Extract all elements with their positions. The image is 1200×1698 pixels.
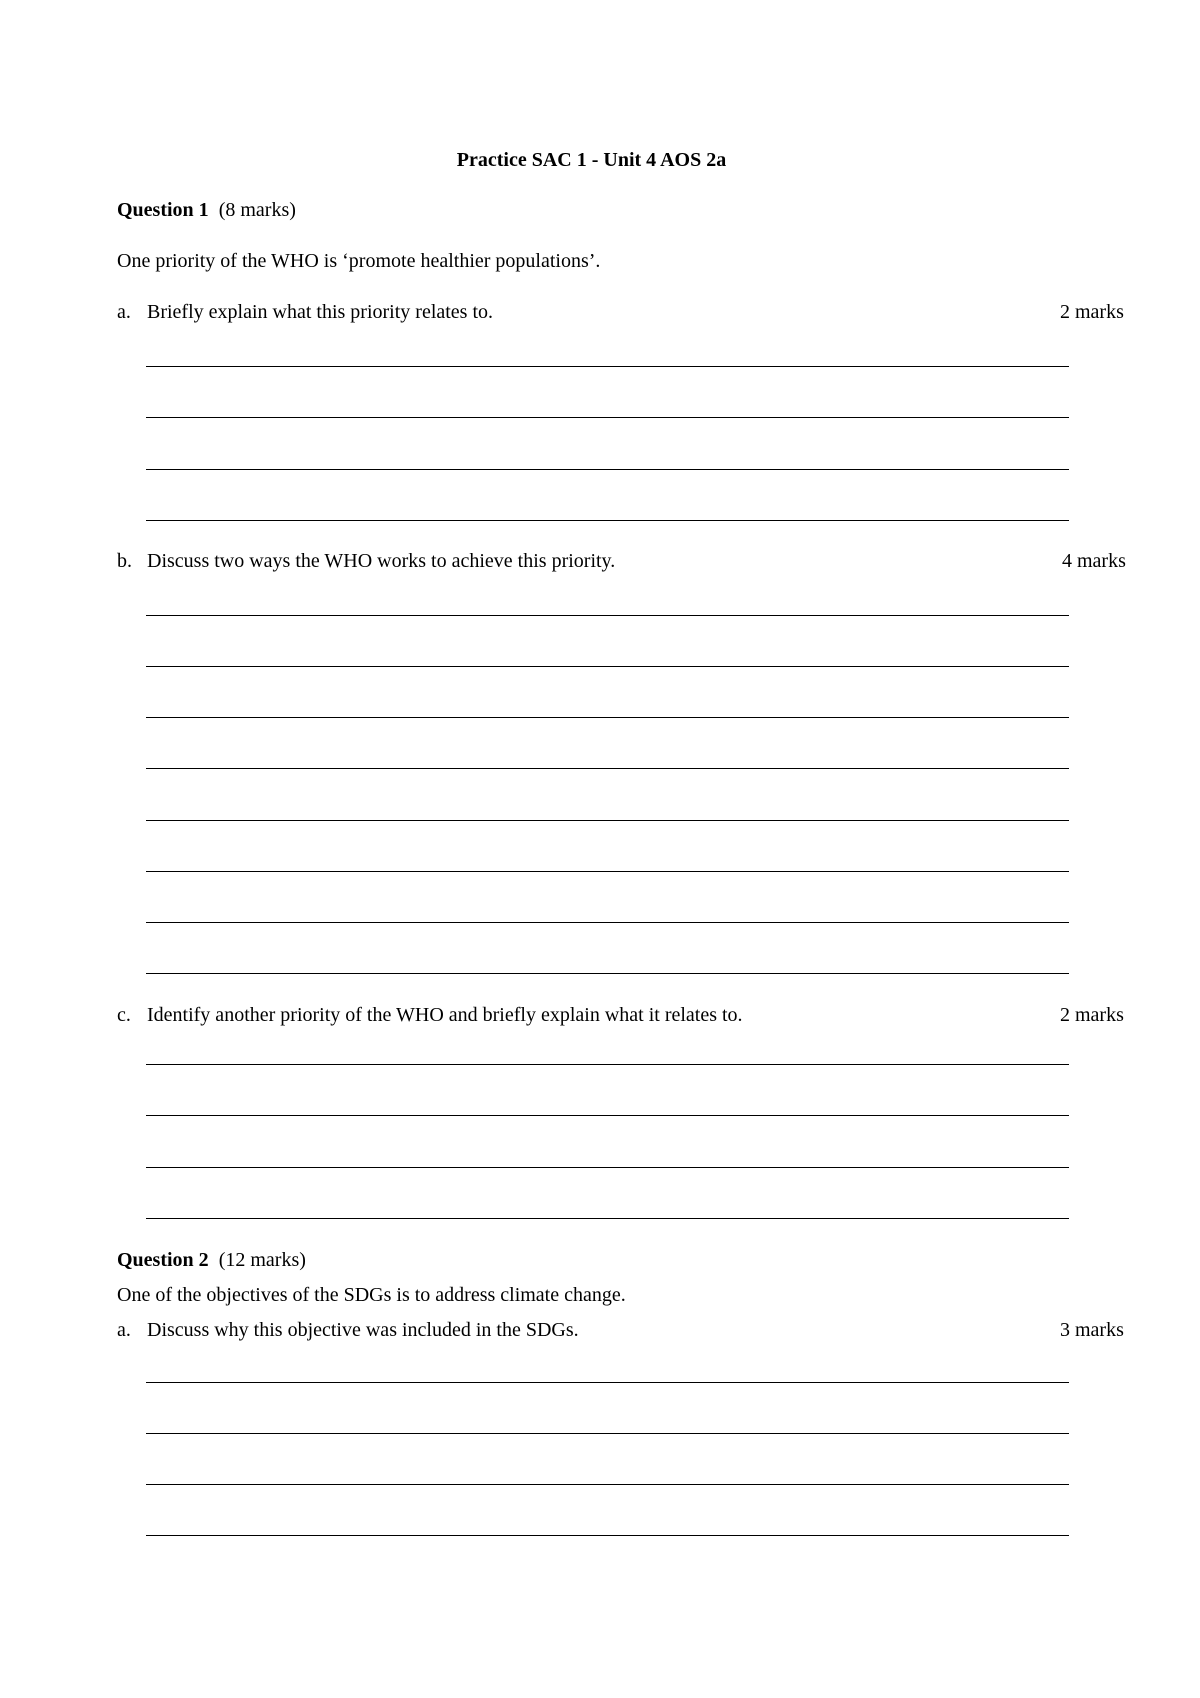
answer-line[interactable] [146,768,1069,769]
q2a-marks: 3 marks [1060,1319,1124,1341]
q2a-letter: a. [117,1319,131,1341]
question-2-heading [117,1248,306,1272]
answer-line[interactable] [146,973,1069,974]
answer-line[interactable] [146,871,1069,872]
answer-line[interactable] [146,922,1069,923]
question-1-label: Question 1 [117,199,209,221]
q1b-marks: 4 marks [1062,550,1126,572]
answer-line[interactable] [146,366,1069,367]
answer-line[interactable] [146,666,1069,667]
q1c-marks: 2 marks [1060,1004,1124,1026]
answer-line[interactable] [146,1115,1069,1116]
answer-line[interactable] [146,469,1069,470]
answer-line[interactable] [146,417,1069,418]
q1a-marks: 2 marks [1060,301,1124,323]
q1a-text: Briefly explain what this priority relates to. [147,301,494,323]
answer-line[interactable] [146,1535,1069,1536]
question-2-label: Question 2 [117,1249,209,1271]
answer-line[interactable] [146,1433,1069,1434]
q1c-letter: c. [117,1004,131,1026]
question-2-marks: (12 marks) [218,1249,306,1271]
q1b-letter: b. [117,550,132,572]
question-2-intro: One of the objectives of the SDGs is to address climate change. [117,1284,626,1306]
answer-line[interactable] [146,820,1069,821]
answer-line[interactable] [146,1218,1069,1219]
q1a-letter: a. [117,301,131,323]
page-title: Practice SAC 1 - Unit 4 AOS 2a [456,149,727,171]
question-1-intro: One priority of the WHO is ‘promote healthier populations’. [117,250,601,272]
q2a-text: Discuss why this objective was included in the SDGs. [147,1319,579,1341]
answer-line[interactable] [146,615,1069,616]
answer-line[interactable] [146,1484,1069,1485]
q1b-text: Discuss two ways the WHO works to achieve this priority. [147,550,616,572]
answer-line[interactable] [146,1064,1069,1065]
answer-line[interactable] [146,1167,1069,1168]
answer-line[interactable] [146,717,1069,718]
q1c-text: Identify another priority of the WHO and briefly explain what it relates to. [147,1004,743,1026]
answer-line[interactable] [146,520,1069,521]
question-1-marks: (8 marks) [218,199,296,221]
answer-line[interactable] [146,1382,1069,1383]
question-1-heading [117,198,296,222]
